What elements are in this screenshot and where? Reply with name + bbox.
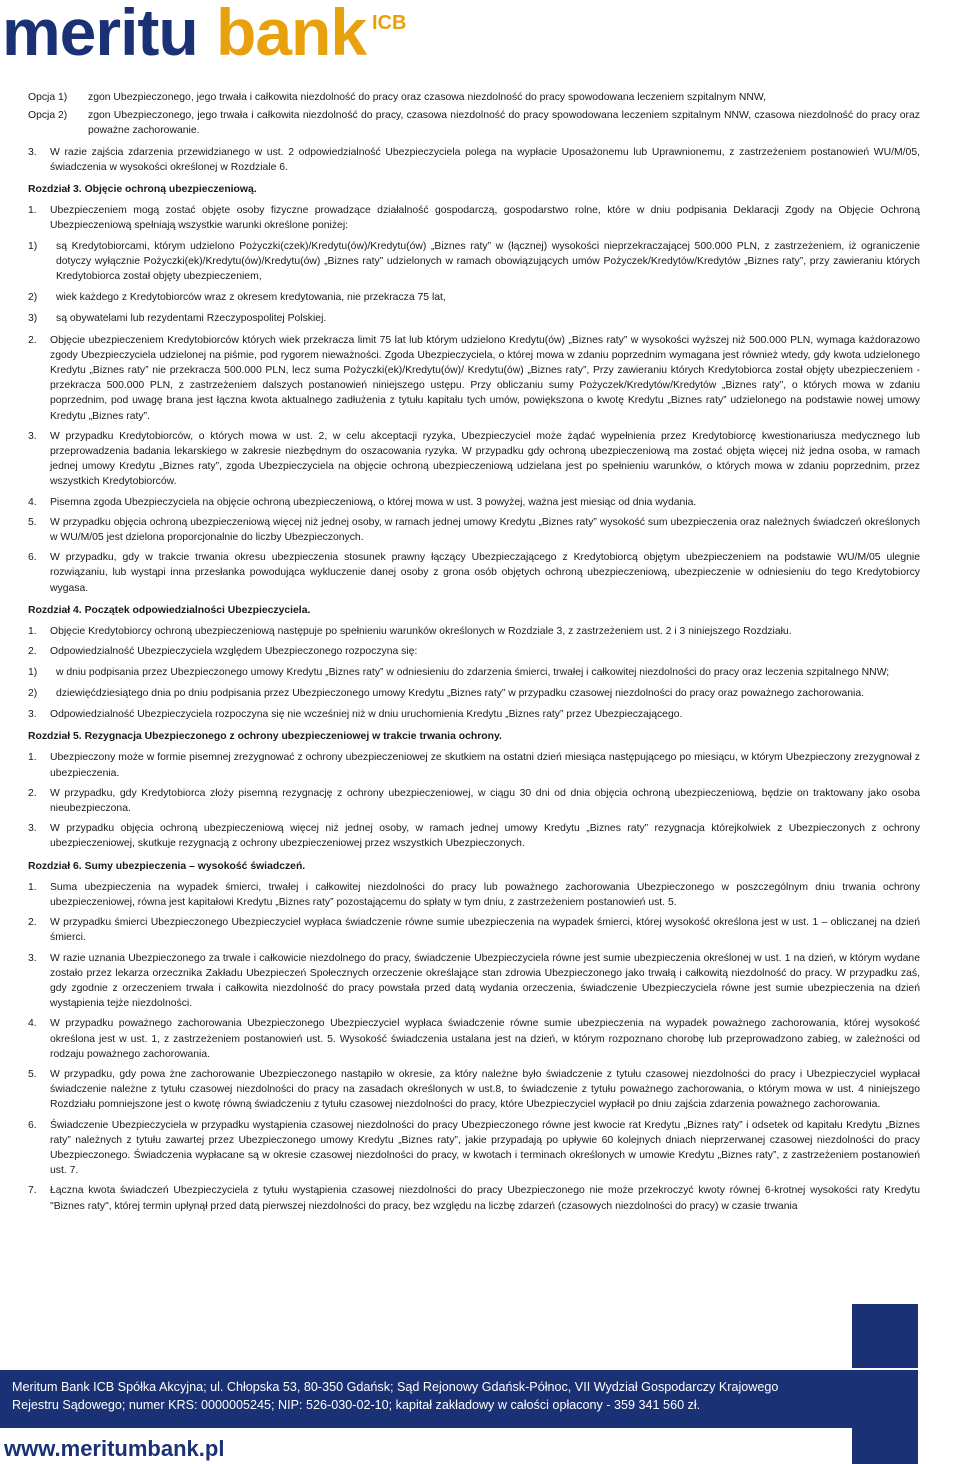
logo-text-left: meritu [2,0,198,69]
brand-block [852,1304,918,1464]
option-label: Opcja 2) [28,110,68,122]
paragraph-text: Objęcie ubezpieczeniem Kredytobiorców których wiek przekracza limit 75 lat lub którym udzielono Kredytu(ów) „Biznes raty” w wysokości wyższej niż 500.000 PLN, wymaga każdorazowo zgody Ubezpieczyciela udzielonej na piśmie, pod rygorem nieważności. Zgoda Ubezpieczyciela, o której mowa w zdaniu poprzednim wymagana jest również wtedy, gdy kwota udzielonego Kredytu „Biznes raty” nie przekracza 500.000 PLN, lecz suma Pożyczki(ek)/Kredytu(ów)/ Kredytu(ów) „Biznes raty”, Przy zawieraniu których Kredytobiorca został objęty ubezpieczeniem - przekracza 500.000 PLN, z zastrzeżeniem dalszych postanowień niniejszego ustępu. Przy obliczaniu sumy Pożyczek/Kredytów/Kredytów „Biznes raty”, o których mowa w zdaniu poprzednim, pod uwagę brana jest łączna kwota aktualnego zadłużenia z tytułu kapitału tych umów, powiększona o kwotę Kredytu „Biznes raty” udzielonego na podstawie nowej umowy Kredytu „Biznes raty”. [50,334,920,422]
r6-item-2 [28,915,920,945]
paragraph-number: 5. [28,516,37,528]
paragraph-number: 3. [28,708,37,720]
paragraph-number: 3. [28,146,37,158]
r3-sub-2 [28,290,920,305]
r4-sub-2 [28,686,920,701]
paragraph-text: Odpowiedzialność Ubezpieczyciela względem Ubezpieczonego rozpoczyna się: [50,646,418,658]
r3-sub-1 [28,239,920,285]
paragraph-text: Łączna kwota świadczeń Ubezpieczyciela z tytułu wystąpienia czasowej niezdolności do pracy Ubezpieczonego nie może przekroczyć kwoty równej 6-krotnej wysokości raty Kredytu "Biznes raty", której termin upłynął przed datą pierwszej niezdolności do pracy, bez względu na liczbę zdarzeń (czasowych niezdolności do pracy) w czasie trwania [50,1185,920,1212]
brand-block-cap [852,1304,918,1370]
paragraph-text: W przypadku objęcia ochroną ubezpieczeniową więcej niż jednej osoby, w ramach jednej umowy Kredytu „Biznes raty” rezygnacja którejkolwiek z Ubezpieczonych z ochrony ubezpieczeniowej, skutkuje rezygnacją z ochrony ubezpieczeniowej przez wszystkich Ubezpieczonych. [50,823,920,850]
paragraph-number: 1. [28,752,37,764]
option-text: zgon Ubezpieczonego, jego trwała i całkowita niezdolność do pracy, czasowa niezdolność do pracy spowodowana leczeniem szpitalnym NNW, czasowa niezdolność do pracy oraz poważne zachorowanie. [88,110,920,137]
paragraph-number: 4. [28,496,37,508]
paragraph-number: 2. [28,917,37,929]
section-heading-4: Rozdział 4. Początek odpowiedzialności Ubezpieczyciela. [28,604,311,616]
logo-text-right: bank [216,0,367,69]
r3-item-6 [28,550,920,596]
paragraph-number: 1. [28,205,37,217]
website-link[interactable]: www.meritumbank.pl [4,1436,225,1461]
paragraph-text: Ubezpieczony może w formie pisemnej zrezygnować z ochrony ubezpieczeniowej ze skutkiem na ostatni dzień miesiąca następującego po miesiącu, w którym Ubezpieczony zrezygnował z ubezpieczenia. [50,752,920,779]
paragraph-3 [28,145,920,175]
r4-sub-1 [28,665,920,680]
paragraph-number: 2. [28,334,37,346]
r3-item-3 [28,429,920,490]
paragraph-number: 1. [28,881,37,893]
section-heading-5: Rozdział 5. Rezygnacja Ubezpieczonego z ochrony ubezpieczeniowej w trakcie trwania ochrony. [28,731,502,743]
option-text: zgon Ubezpieczonego, jego trwała i całkowita niezdolność do pracy oraz czasowa niezdolność do pracy spowodowana leczeniem szpitalnym NNW, [88,92,767,103]
r6-item-5 [28,1067,920,1113]
option-label: Opcja 1) [28,92,68,103]
paragraph-number: 2. [28,646,37,658]
r6-item-6 [28,1118,920,1179]
r6-item-3 [28,951,920,1012]
paragraph-number: 6. [28,552,37,564]
paragraph-text: W przypadku objęcia ochroną ubezpieczeniową więcej niż jednej osoby, w ramach jednej umowy Kredytu „Biznes raty” wysokość sum ubezpieczenia oraz należnych świadczeń określonych w WU/M/05 jest dzielona proporcjonalnie do liczby Ubezpieczonych. [50,516,920,544]
section-heading-3: Rozdział 3. Objęcie ochroną ubezpieczeniową. [28,184,257,196]
paragraph-text: W przypadku, gdy w trakcie trwania okresu ubezpieczenia stosunek prawny łączący Ubezpieczającego z Kredytobiorcą objętym ubezpieczeniem na podstawie WU/M/05 ulegnie rozwiązaniu, lub wystąpi inna przesłanka powodująca wykluczenie danej osoby z grona osób objętych ochroną ubezpieczeniową, ubezpieczenie w odniesieniu do tego Kredytobiorcy wygasa. [50,552,920,594]
r6-item-4 [28,1016,920,1062]
paragraph-text: W razie zajścia zdarzenia przewidzianego w ust. 2 odpowiedzialność Ubezpieczyciela polega na wypłacie Uposażonemu lub Uprawnionemu, z zastrzeżeniem postanowień WU/M/05, świadczenia w wysokości określonej w Rozdziale 6. [50,146,920,173]
sub-text: są obywatelami lub rezydentami Rzeczypospolitej Polskiej. [56,313,327,325]
r6-item-1 [28,880,920,910]
r3-item-5 [28,515,920,545]
paragraph-number: 3. [28,430,37,442]
paragraph-number: 3. [28,823,37,835]
logo-suffix: ICB [372,12,407,34]
r4-item-1 [28,624,920,639]
paragraph-text: Odpowiedzialność Ubezpieczyciela rozpoczyna się nie wcześniej niż w dniu uruchomienia Kredytu „Biznes raty” przez Ubezpieczającego. [50,708,683,720]
paragraph-text: W razie uznania Ubezpieczonego za trwale i całkowicie niezdolnego do pracy, świadczenie Ubezpieczyciela równe jest sumie ubezpieczenia określonej w ust. 1 na dzień, w którym wydane zostało przez lekarza orzecznika Zakładu Ubezpieczeń Społecznych orzeczenie określające stan zdrowia Ubezpieczonego jako trwałą i całkowitą niezdolność do pracy. W przypadku zaś, gdy zgodnie z orzeczeniem trwała i całkowita niezdolność do pracy powstała przed datą wydania orzeczenia, świadczenie Ubezpieczyciela równe jest sumie ubezpieczenia na dzień wystąpienia tejże niezdolności. [50,952,920,1010]
r5-item-2 [28,786,920,816]
paragraph-text: W przypadku, gdy Kredytobiorca złoży pisemną rezygnację z ochrony ubezpieczeniowej, w ciągu 30 dni od dnia objęcia ochroną ubezpieczeniową, będzie on traktowany jako osoba nieubezpieczona. [50,787,920,814]
sub-number: 1) [28,666,38,678]
paragraph-text: Świadczenie Ubezpieczyciela w przypadku wystąpienia czasowej niezdolności do pracy Ubezpieczonego równe jest kwocie rat Kredytu „Biznes raty” i odsetek od kapitału Kredytu „Biznes raty” należnych z tytułu zawartej przez Ubezpieczonego umowy Kredytu „Biznes raty”, jakie przypadają po upływie 60 kolejnych dniach nieprzerwanej czasowej niezdolności do pracy Ubezpieczonego. Świadczenia wypłacane są w okresie czasowej niezdolności do pracy, w kwotach i terminach określonych w umowie Kredytu „Biznes raty”, z zastrzeżeniem postanowień ust. 7. [50,1119,920,1177]
paragraph-text: W przypadku Kredytobiorców, o których mowa w ust. 2, w celu akceptacji ryzyka, Ubezpieczyciel może żądać wypełnienia przez Kredytobiorcę kwestionariusza medycznego lub przeprowadzenia badania lekarskiego w zakresie niezbędnym do oszacowania ryzyka. W przypadku gdy ochroną ubezpieczeniową ma zostać objęta więcej niż jedna osoba, w ramach jednej umowy Kredytu „Biznes raty”, zgoda Ubezpieczyciela na objęcie ochroną ubezpieczeniową udzielana jest po spełnieniu warunków, o których mowa w zdaniu poprzednim, przez wszystkich Kredytobiorców. [50,430,920,488]
footer-line-1: Meritum Bank ICB Spółka Akcyjna; ul. Chłopska 53, 80-350 Gdańsk; Sąd Rejonowy Gdańsk-Północ, VII Wydział Gospodarczy Krajowego [12,1380,779,1394]
document-body [28,90,920,1219]
r4-item-3 [28,707,920,722]
paragraph-text: Suma ubezpieczenia na wypadek śmierci, trwałej i całkowitej niezdolności do pracy lub poważnego zachorowania Ubezpieczonego w poszczególnym dniu trwania ochrony ubezpieczeniowej, równa jest kapitałowi Kredytu „Biznes raty” pozostającemu do spłaty w tym dniu, z zastrzeżeniem postanowień ust. 5. [50,881,920,908]
sub-number: 3) [28,313,38,325]
paragraph-number: 1. [28,626,37,638]
option-1 [28,90,920,105]
paragraph-text: Objęcie Kredytobiorcy ochroną ubezpieczeniową następuje po spełnieniu warunków określonych w Rozdziale 3, z zastrzeżeniem ust. 2 i 3 niniejszego Rozdziału. [50,626,792,638]
paragraph-text: W przypadku poważnego zachorowania Ubezpieczonego Ubezpieczyciel wypłaca świadczenie równe sumie ubezpieczenia na wypadek poważnego zachorowania, której wysokość określona jest w ust. 1, z zastrzeżeniem postanowień ust. 5. Wysokość świadczenia ustalana jest na dzień, w którym rozpoznano chorobę lub przeprowadzono zabieg, w zależności od rodzaju poważnego zachorowania. [50,1018,920,1060]
r3-item-4 [28,495,920,510]
sub-text: są Kredytobiorcami, którym udzielono Pożyczki(czek)/Kredytu(ów)/Kredytu(ów) „Biznes raty” w (łącznej) wysokości nieprzekraczającej 500.000 PLN, z zastrzeżeniem, iż ograniczenie dotyczy wyłącznie Pożyczki(ek)/Kredytu(ów)/Kredytu(ów) „Biznes raty” udzielonych w ramach obowiązujących umów Pożyczek/Kredytów/Kredytów „Biznes raty”, przy zawieraniu których Kredytobiorca został objęty ubezpieczeniem, [56,240,920,283]
sub-number: 2) [28,292,38,304]
r5-item-3 [28,821,920,851]
sub-text: wiek każdego z Kredytobiorców wraz z okresem kredytowania, nie przekracza 75 lat, [56,292,446,304]
option-2 [28,108,920,138]
sub-number: 2) [28,687,38,699]
footer-line-2: Rejestru Sądowego; numer KRS: 0000005245; NIP: 526-030-02-10; kapitał zakładowy w całości opłacony - 359 341 560 zł. [12,1398,701,1412]
paragraph-text: Ubezpieczeniem mogą zostać objęte osoby fizyczne prowadzące działalność gospodarczą, gospodarstwo rolne, które w dniu podpisania Deklaracji Zgody na Objęcie Ochroną Ubezpieczeniową spełniają wszystkie warunki określone poniżej: [50,205,920,232]
r3-sub-3 [28,311,920,326]
paragraph-number: 4. [28,1018,37,1030]
bank-logo [0,0,420,72]
paragraph-number: 5. [28,1068,37,1080]
paragraph-number: 2. [28,787,37,799]
paragraph-number: 6. [28,1119,37,1131]
r3-item-2 [28,333,920,424]
paragraph-number: 7. [28,1185,37,1197]
paragraph-number: 3. [28,952,37,964]
paragraph-text: W przypadku, gdy powa żne zachorowanie Ubezpieczonego nastąpiło w okresie, za który należne było świadczenie z tytułu czasowej niezdolności do pracy i Ubezpieczyciel wypłacał świadczenie należne z tytułu czasowej niezdolności do pracy na zasadach określonych w ust.8, to świadczenie z tytułu poważnego zachorowania, o którym mowa w ust. 4 niniejszego Rozdziału pomniejszone jest o kwotę równą świadczeniu z tytułu czasowej niezdolności do pracy, które Ubezpieczyciel wypłacił po dniu zajścia zdarzenia poważnego zachorowania. [50,1068,920,1111]
sub-text: dziewięćdziesiątego dnia po dniu podpisania przez Ubezpieczonego umowy Kredytu „Biznes raty” w przypadku czasowej niezdolności do pracy oraz poważnego zachorowania. [56,687,865,699]
section-heading-6: Rozdział 6. Sumy ubezpieczenia – wysokość świadczeń. [28,860,306,872]
paragraph-text: W przypadku śmierci Ubezpieczonego Ubezpieczyciel wypłaca świadczenie równe sumie ubezpieczenia na wypadek śmierci, której wysokość określona jest w ust. 1 – obliczanej na dzień śmierci. [50,917,920,944]
sub-text: w dniu podpisania przez Ubezpieczonego umowy Kredytu „Biznes raty” w odniesieniu do zdarzenia śmierci, trwałej i całkowitej niezdolności do pracy oraz leczenia szpitalnego NNW; [56,666,890,678]
r3-item-1 [28,203,920,233]
r6-item-7 [28,1183,920,1213]
r4-item-2 [28,644,920,659]
footer-bar [0,1370,852,1428]
sub-number: 1) [28,240,38,252]
r5-item-1 [28,750,920,780]
paragraph-text: Pisemna zgoda Ubezpieczyciela na objęcie ochroną ubezpieczeniową, o której mowa w ust. 3 powyżej, ważna jest miesiąc od dnia wydania. [50,496,697,508]
